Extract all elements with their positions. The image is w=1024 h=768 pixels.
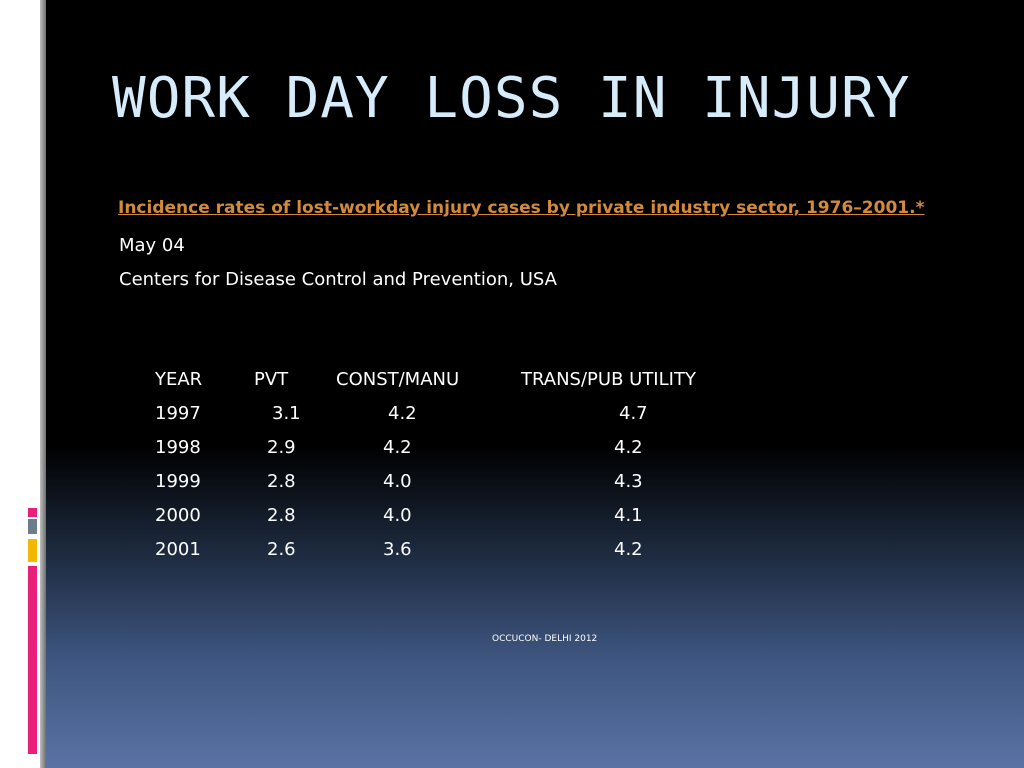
accent-bar-gray xyxy=(28,519,37,534)
table-cell-pvt: 3.1 xyxy=(272,403,301,424)
left-strip-shadow xyxy=(40,0,46,768)
table-cell-const-manu: 4.0 xyxy=(383,471,412,492)
table-cell-trans-pub-utility: 4.3 xyxy=(614,471,643,492)
table-cell-year: 2001 xyxy=(155,539,201,560)
table-cell-pvt: 2.8 xyxy=(267,471,296,492)
table-cell-pvt: 2.8 xyxy=(267,505,296,526)
table-cell-year: 1998 xyxy=(155,437,201,458)
table-cell-trans-pub-utility: 4.7 xyxy=(619,403,648,424)
table-cell-year: 1999 xyxy=(155,471,201,492)
table-cell-pvt: 2.9 xyxy=(267,437,296,458)
table-header-const-manu: CONST/MANU xyxy=(336,369,460,390)
table-cell-trans-pub-utility: 4.2 xyxy=(614,539,643,560)
source-organization xyxy=(119,269,557,290)
table-cell-year: 1997 xyxy=(155,403,201,424)
table-cell-const-manu: 4.0 xyxy=(383,505,412,526)
source-date: May 04 xyxy=(119,235,185,256)
table-cell-const-manu: 4.2 xyxy=(388,403,417,424)
table-cell-trans-pub-utility: 4.1 xyxy=(614,505,643,526)
slide-title: WORK DAY LOSS IN INJURY xyxy=(112,66,911,131)
table-cell-pvt: 2.6 xyxy=(267,539,296,560)
accent-bar-pink-small xyxy=(28,508,37,517)
accent-bar-yellow xyxy=(28,539,37,562)
table-cell-trans-pub-utility: 4.2 xyxy=(614,437,643,458)
table-header-year: YEAR xyxy=(155,369,203,390)
slide-footer: OCCUCON- DELHI 2012 xyxy=(492,634,598,644)
source-link[interactable]: Incidence rates of lost-workday injury cases by private industry sector, 1976–2001.* xyxy=(118,198,925,218)
table-cell-year: 2000 xyxy=(155,505,201,526)
accent-bar-pink-tall xyxy=(28,566,37,754)
organization-text: Centers for Disease Control and Prevention, USA xyxy=(119,269,557,290)
table-cell-const-manu: 4.2 xyxy=(383,437,412,458)
table-cell-const-manu: 3.6 xyxy=(383,539,412,560)
table-header-pvt: PVT xyxy=(254,369,289,390)
table-header-trans-pub-utility: TRANS/PUB UTILITY xyxy=(521,369,696,390)
